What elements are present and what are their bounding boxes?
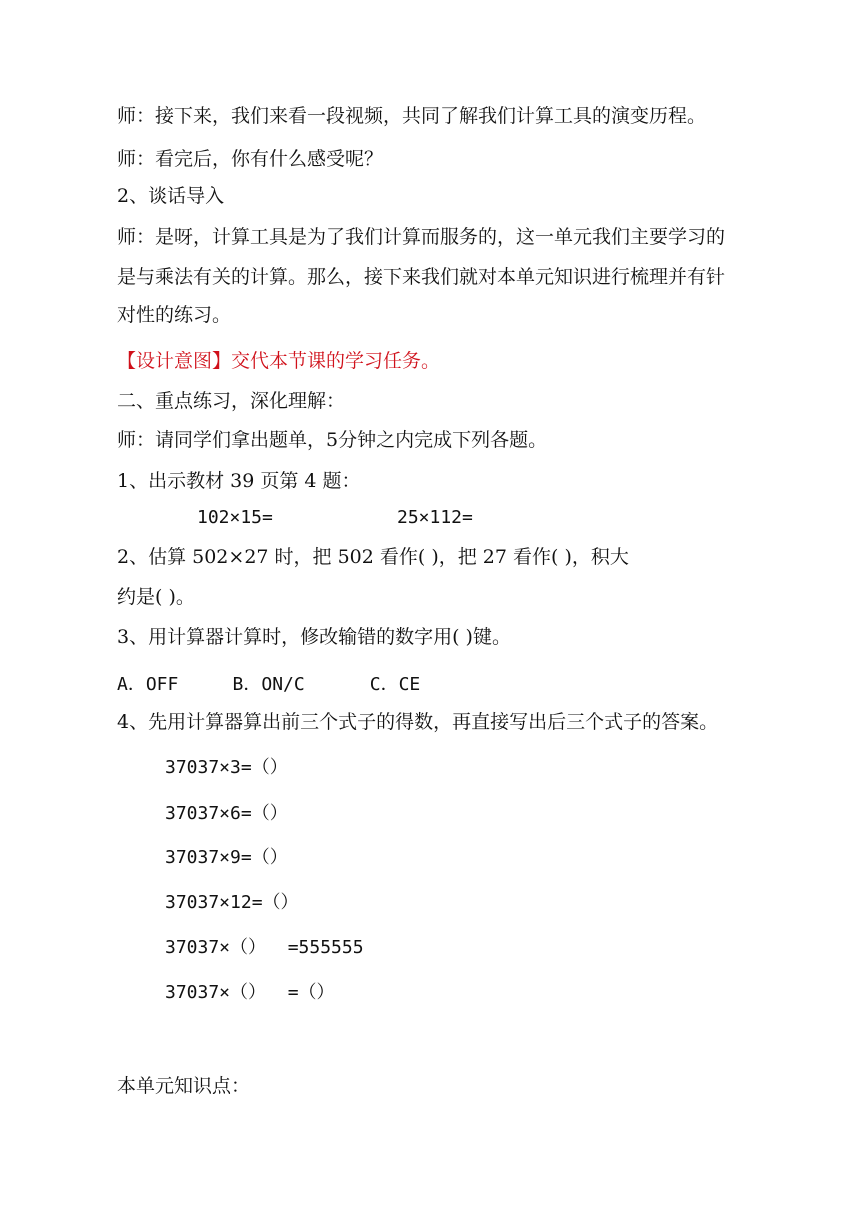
question-1: 1、出示教材 39 页第 4 题：: [117, 470, 361, 492]
question-3-options: A．OFF B．ON/C C．CE: [117, 674, 421, 695]
question-3: 3、用计算器计算时，修改输错的数字用( )键。: [117, 626, 511, 648]
question-4: 4、先用计算器算出前三个式子的得数，再直接写出后三个式子的答案。: [117, 711, 719, 733]
paragraph-tools-line1: 师：是呀，计算工具是为了我们计算而服务的，这一单元我们主要学习的: [117, 226, 726, 248]
section-heading-practice: 二、重点练习，深化理解：: [117, 390, 346, 412]
expression-row-6: 37037×（） =（）: [165, 982, 335, 1003]
paragraph-instructions: 师：请同学们拿出题单，5分钟之内完成下列各题。: [117, 429, 548, 451]
paragraph-feeling-question: 师：看完后，你有什么感受呢？: [117, 148, 384, 170]
expression-row-4: 37037×12=（）: [165, 892, 299, 913]
expression-row-1: 37037×3=（）: [165, 757, 288, 778]
expression-row-5: 37037×（） =555555: [165, 937, 364, 958]
expression-row-3: 37037×9=（）: [165, 847, 288, 868]
question-2-line2: 约是( )。: [117, 586, 195, 608]
paragraph-tools-line3: 对性的练习。: [117, 304, 232, 326]
question-1-expression-a: 102×15=: [197, 507, 273, 528]
heading-talk-intro: 2、谈话导入: [117, 185, 225, 207]
question-1-expression-b: 25×112=: [397, 507, 473, 528]
design-intent-note: 【设计意图】交代本节课的学习任务。: [117, 350, 441, 372]
paragraph-tools-line2: 是与乘法有关的计算。那么，接下来我们就对本单元知识进行梳理并有针: [117, 266, 726, 288]
knowledge-points-heading: 本单元知识点：: [117, 1075, 251, 1097]
paragraph-video-intro: 师：接下来，我们来看一段视频，共同了解我们计算工具的演变历程。: [117, 105, 707, 127]
question-2-line1: 2、估算 502×27 时，把 502 看作( )，把 27 看作( )，积大: [117, 546, 629, 568]
expression-row-2: 37037×6=（）: [165, 803, 288, 824]
